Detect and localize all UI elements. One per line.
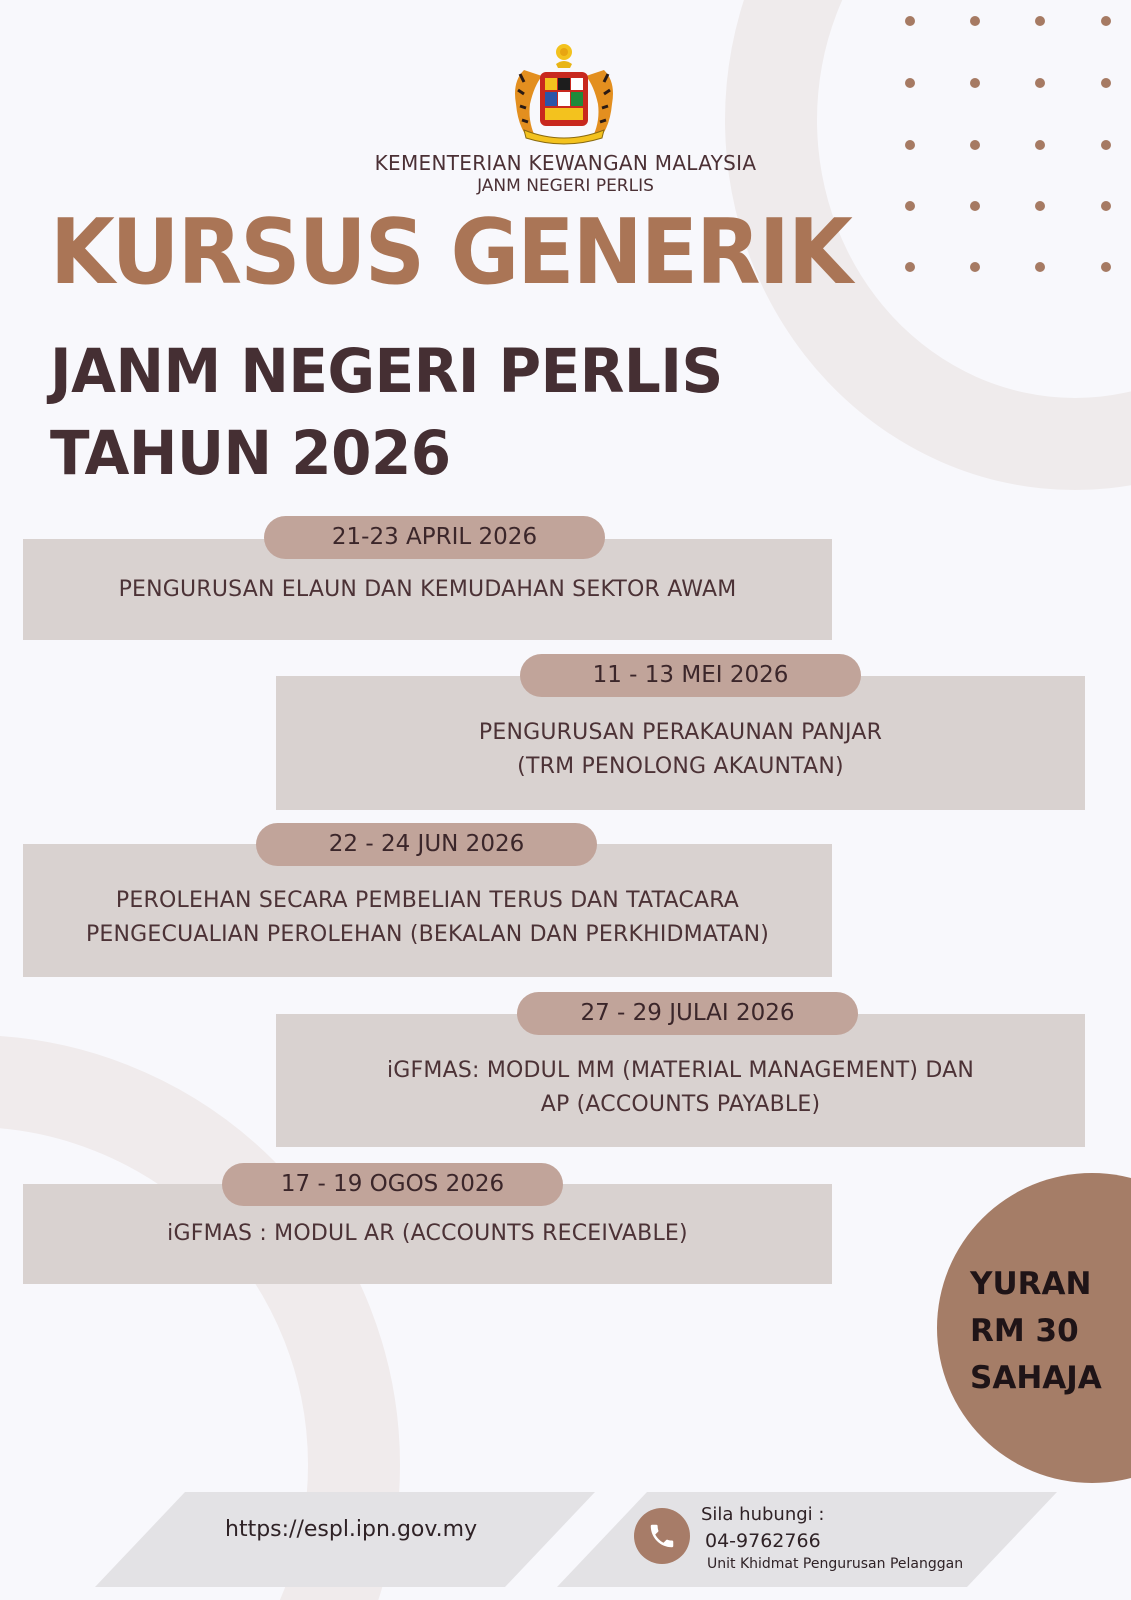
dot <box>905 140 915 150</box>
dot <box>1101 140 1111 150</box>
dot <box>970 16 980 26</box>
contact-phone[interactable]: 04-9762766 <box>705 1530 821 1552</box>
course-date-3: 22 - 24 JUN 2026 <box>256 823 597 866</box>
course-title-line1: PENGURUSAN ELAUN DAN KEMUDAHAN SEKTOR AWAM <box>118 576 737 602</box>
course-title-line2: (TRM PENOLONG AKAUNTAN) <box>517 754 844 779</box>
phone-glyph <box>647 1521 677 1551</box>
dot <box>970 140 980 150</box>
phone-icon <box>634 1508 690 1564</box>
dot <box>1101 78 1111 88</box>
dot <box>1101 201 1111 211</box>
department-name: JANM NEGERI PERLIS <box>477 176 654 196</box>
dot <box>1035 201 1045 211</box>
course-date-1: 21-23 APRIL 2026 <box>264 516 605 559</box>
dot <box>905 201 915 211</box>
contact-unit: Unit Khidmat Pengurusan Pelanggan <box>707 1556 964 1572</box>
dot <box>1101 262 1111 272</box>
course-title-line2: PENGECUALIAN PEROLEHAN (BEKALAN DAN PERKHIDMATAN) <box>85 921 770 947</box>
fee-label: YURAN <box>970 1266 1092 1302</box>
poster-subtitle-line1: JANM NEGERI PERLIS <box>50 336 723 407</box>
dot <box>970 78 980 88</box>
dot-grid-decoration <box>905 16 1121 284</box>
malaysia-coat-of-arms-icon <box>490 42 638 146</box>
fee-text <box>970 1261 1102 1402</box>
course-title-line1: iGFMAS: MODUL MM (MATERIAL MANAGEMENT) DAN <box>387 1057 974 1083</box>
dot <box>1035 78 1045 88</box>
fee-note: SAHAJA <box>970 1360 1102 1396</box>
course-title-line1: PENGURUSAN PERAKAUNAN PANJAR <box>478 720 883 745</box>
dot <box>970 201 980 211</box>
fee-amount: RM 30 <box>970 1313 1079 1349</box>
course-title-line1: PEROLEHAN SECARA PEMBELIAN TERUS DAN TATACARA <box>115 887 740 913</box>
course-date-4: 27 - 29 JULAI 2026 <box>517 992 858 1035</box>
course-title-line2: AP (ACCOUNTS PAYABLE) <box>540 1091 821 1117</box>
dot <box>970 262 980 272</box>
dot <box>905 262 915 272</box>
dot <box>1101 16 1111 26</box>
dot <box>1035 262 1045 272</box>
dot <box>1035 16 1045 26</box>
contact-label: Sila hubungi : <box>701 1504 825 1525</box>
poster-subtitle-line2: TAHUN 2026 <box>50 418 451 489</box>
course-date-2: 11 - 13 MEI 2026 <box>520 654 861 697</box>
dot <box>905 16 915 26</box>
dot <box>1035 140 1045 150</box>
course-date-5: 17 - 19 OGOS 2026 <box>222 1163 563 1206</box>
course-title-line1: iGFMAS : MODUL AR (ACCOUNTS RECEIVABLE) <box>167 1221 688 1246</box>
poster-title: KURSUS GENERIK <box>50 200 851 305</box>
dot <box>905 78 915 88</box>
ministry-name: KEMENTERIAN KEWANGAN MALAYSIA <box>374 151 757 175</box>
website-link[interactable]: https://espl.ipn.gov.my <box>225 1517 478 1542</box>
